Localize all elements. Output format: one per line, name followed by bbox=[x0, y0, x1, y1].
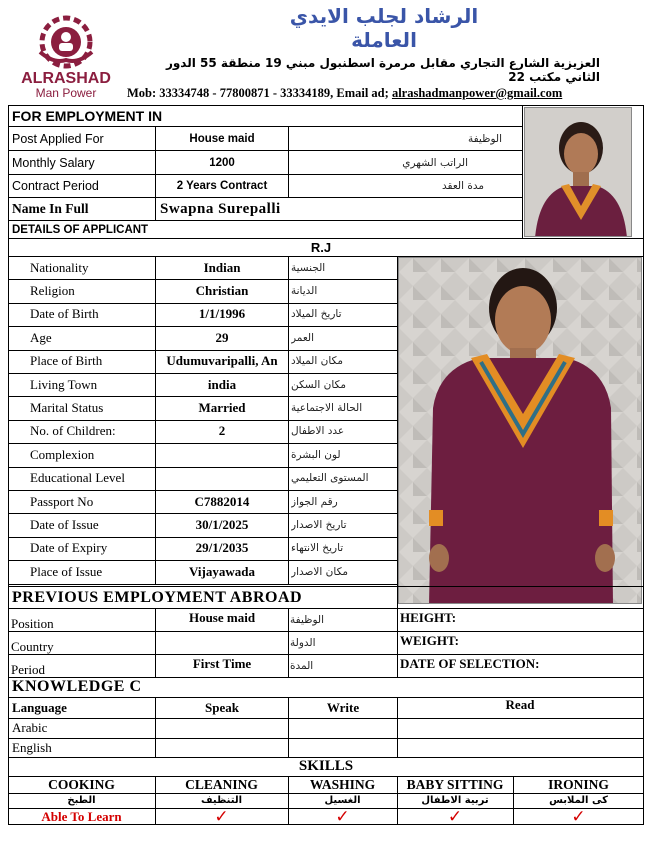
skill-arabic: كى الملابس bbox=[549, 795, 608, 806]
knowledge-language: English bbox=[12, 740, 52, 755]
detail-value: Udumuvaripalli, An bbox=[166, 353, 278, 369]
detail-value: 2 bbox=[218, 423, 226, 439]
previous-label: Period bbox=[11, 661, 45, 677]
detail-label: Passport No bbox=[30, 493, 94, 509]
contact-line bbox=[127, 86, 562, 101]
detail-value: Married bbox=[198, 400, 246, 416]
grid-line bbox=[155, 608, 156, 677]
previous-label: Country bbox=[11, 638, 54, 654]
grid-line bbox=[155, 126, 156, 197]
detail-label: Complexion bbox=[30, 446, 95, 462]
grid-line bbox=[8, 738, 644, 739]
grid-line bbox=[8, 490, 397, 491]
grid-line bbox=[397, 776, 398, 825]
detail-arabic: تاريخ الميلاد bbox=[291, 308, 342, 321]
ref-code: R.J bbox=[310, 239, 332, 255]
detail-label: Religion bbox=[30, 283, 75, 299]
company-arabic-title: الرشاد لجلب الايدي العاملة bbox=[289, 4, 479, 52]
checkmark-icon: ✓ bbox=[571, 808, 586, 825]
detail-label: Place of Issue bbox=[30, 563, 103, 579]
previous-arabic: الوظيفة bbox=[290, 613, 325, 626]
detail-arabic: الجنسية bbox=[291, 261, 326, 274]
detail-value: 30/1/2025 bbox=[195, 517, 249, 533]
detail-label: Marital Status bbox=[30, 400, 104, 416]
detail-value: india bbox=[207, 376, 237, 392]
detail-arabic: مكان الميلاد bbox=[291, 355, 343, 368]
grid-line bbox=[288, 256, 289, 584]
grid-line bbox=[288, 608, 289, 677]
previous-side-field: DATE OF SELECTION: bbox=[400, 655, 540, 671]
grid-line bbox=[8, 350, 397, 351]
checkmark-icon: ✓ bbox=[335, 808, 350, 825]
previous-side-field: HEIGHT: bbox=[400, 609, 457, 625]
grid-line bbox=[8, 443, 397, 444]
grid-line bbox=[522, 105, 523, 238]
grid-line bbox=[8, 373, 397, 374]
previous-side-field: WEIGHT: bbox=[400, 632, 459, 648]
detail-label: Date of Birth bbox=[30, 306, 99, 322]
grid-line bbox=[8, 396, 397, 397]
contract-arabic: مدة العقد bbox=[442, 180, 484, 192]
grid-line bbox=[8, 326, 397, 327]
grid-line bbox=[155, 776, 156, 825]
knowledge-language: Arabic bbox=[12, 720, 48, 735]
grid-line bbox=[8, 677, 644, 678]
grid-line bbox=[8, 654, 644, 655]
grid-line bbox=[8, 757, 644, 758]
detail-arabic: تاريخ الانتهاء bbox=[291, 542, 344, 555]
applicant-portrait-small-icon bbox=[525, 108, 632, 237]
detail-value: C7882014 bbox=[194, 493, 250, 509]
applicant-photo-small bbox=[524, 107, 632, 237]
salary-value: 1200 bbox=[209, 157, 235, 169]
knowledge-col-write: Write bbox=[326, 699, 360, 715]
post-value: House maid bbox=[189, 133, 255, 145]
detail-arabic: لون البشرة bbox=[291, 448, 341, 461]
grid-line bbox=[8, 586, 644, 587]
name-label: Name In Full bbox=[12, 201, 89, 216]
grid-line bbox=[288, 126, 289, 197]
grid-line bbox=[8, 150, 522, 151]
grid-line bbox=[397, 256, 398, 608]
previous-value: House maid bbox=[188, 609, 256, 625]
skill-arabic: الطبخ bbox=[67, 795, 96, 806]
skill-name: BABY SITTING bbox=[406, 776, 504, 792]
knowledge-col-read: Read bbox=[505, 696, 535, 712]
grid-line bbox=[288, 697, 289, 757]
grid-line bbox=[8, 697, 644, 698]
skill-arabic: التنظيف bbox=[200, 795, 243, 806]
name-value: Swapna Surepalli bbox=[160, 200, 281, 217]
post-label: Post Applied For bbox=[12, 132, 104, 146]
detail-label: Date of Expiry bbox=[30, 540, 108, 556]
detail-value: 29/1/2035 bbox=[195, 540, 249, 556]
knowledge-header: KNOWLEDGE C bbox=[12, 678, 142, 695]
company-logo bbox=[14, 12, 118, 100]
skill-first-cell: Able To Learn bbox=[41, 808, 122, 824]
skill-name: WASHING bbox=[309, 776, 376, 792]
detail-value bbox=[156, 467, 288, 490]
grid-line bbox=[8, 303, 397, 304]
skill-name: IRONING bbox=[548, 776, 609, 792]
previous-arabic: المدة bbox=[290, 659, 314, 672]
logo-text: ALRASHAD bbox=[21, 70, 111, 87]
grid-line bbox=[8, 537, 397, 538]
grid-line bbox=[8, 420, 397, 421]
grid-line bbox=[8, 220, 522, 221]
detail-arabic: الحالة الاجتماعية bbox=[291, 402, 363, 415]
grid-line bbox=[155, 697, 156, 757]
detail-arabic: الديانة bbox=[291, 285, 318, 298]
grid-line bbox=[155, 256, 156, 584]
grid-line bbox=[8, 256, 644, 257]
grid-line bbox=[8, 467, 397, 468]
detail-value: Indian bbox=[203, 259, 241, 275]
detail-value bbox=[156, 443, 288, 466]
applicant-portrait-large-icon bbox=[399, 258, 642, 604]
knowledge-col-language: Language bbox=[12, 699, 67, 715]
grid-line bbox=[8, 279, 397, 280]
detail-value: Vijayawada bbox=[189, 563, 255, 579]
grid-line bbox=[8, 513, 397, 514]
skill-arabic: تربية الاطفال bbox=[421, 795, 489, 806]
grid-line bbox=[8, 793, 644, 794]
grid-line bbox=[513, 776, 514, 825]
previous-label: Position bbox=[11, 615, 54, 631]
salary-arabic: الراتب الشهري bbox=[402, 157, 468, 169]
details-header: DETAILS OF APPLICANT bbox=[12, 223, 149, 236]
skill-arabic: الغسيل bbox=[324, 795, 361, 806]
skills-header: SKILLS bbox=[298, 758, 354, 774]
previous-value: First Time bbox=[192, 655, 252, 671]
grid-line bbox=[8, 718, 644, 719]
logo-subtext: Man Power bbox=[35, 86, 97, 100]
grid-line bbox=[8, 174, 522, 175]
contract-label: Contract Period bbox=[12, 179, 99, 193]
detail-arabic: مكان السكن bbox=[291, 378, 346, 391]
grid-line bbox=[8, 808, 644, 809]
detail-arabic: مكان الاصدار bbox=[291, 565, 348, 578]
grid-line bbox=[397, 697, 398, 757]
grid-line bbox=[8, 560, 397, 561]
grid-line bbox=[8, 608, 644, 609]
grid-line bbox=[397, 608, 398, 677]
detail-label: Nationality bbox=[30, 259, 89, 275]
previous-value bbox=[156, 629, 288, 652]
company-arabic-address: العزيزية الشارع التجاري مقابل مرمرة اسطنبول مبني 19 منطقة 55 الدور الثاني مكتب 22 bbox=[165, 56, 600, 84]
post-arabic: الوظيفة bbox=[467, 133, 502, 145]
grid-line bbox=[8, 584, 397, 585]
detail-value: 1/1/1996 bbox=[198, 306, 246, 322]
detail-arabic: العمر bbox=[291, 331, 315, 344]
applicant-photo-large bbox=[398, 257, 642, 604]
detail-arabic: المستوى التعليمي bbox=[291, 472, 369, 485]
grid-line bbox=[8, 776, 644, 777]
detail-arabic: تاريخ الاصدار bbox=[291, 519, 347, 532]
grid-line bbox=[288, 776, 289, 825]
checkmark-icon: ✓ bbox=[214, 808, 229, 825]
checkmark-icon: ✓ bbox=[447, 808, 463, 825]
contact-phones: Mob: 33334748 - 77800871 - 33334189, Email ad; bbox=[127, 86, 392, 100]
previous-header: PREVIOUS EMPLOYMENT ABROAD bbox=[12, 589, 303, 606]
detail-label: Living Town bbox=[30, 376, 98, 392]
contract-value: 2 Years Contract bbox=[176, 180, 268, 192]
previous-arabic: الدولة bbox=[290, 636, 316, 649]
contact-email[interactable]: alrashadmanpower@gmail.com bbox=[391, 86, 563, 100]
knowledge-col-speak: Speak bbox=[205, 699, 239, 715]
detail-value: 29 bbox=[215, 329, 229, 345]
detail-value: Christian bbox=[195, 283, 249, 299]
detail-arabic: رقم الجواز bbox=[291, 495, 338, 508]
detail-label: Date of Issue bbox=[30, 517, 99, 533]
skill-name: CLEANING bbox=[185, 776, 258, 792]
salary-label: Monthly Salary bbox=[12, 156, 95, 170]
skill-name: COOKING bbox=[48, 776, 115, 792]
detail-arabic: عدد الاطفال bbox=[291, 425, 345, 438]
detail-label: No. of Children: bbox=[30, 423, 116, 439]
employment-header: FOR EMPLOYMENT IN bbox=[12, 107, 163, 124]
grid-line bbox=[8, 631, 644, 632]
grid-line bbox=[8, 197, 522, 198]
grid-line bbox=[8, 126, 522, 127]
detail-label: Age bbox=[30, 329, 52, 345]
detail-label: Place of Birth bbox=[30, 353, 103, 369]
detail-label: Educational Level bbox=[30, 470, 125, 486]
grid-line bbox=[155, 197, 156, 220]
grid-line bbox=[8, 238, 644, 239]
